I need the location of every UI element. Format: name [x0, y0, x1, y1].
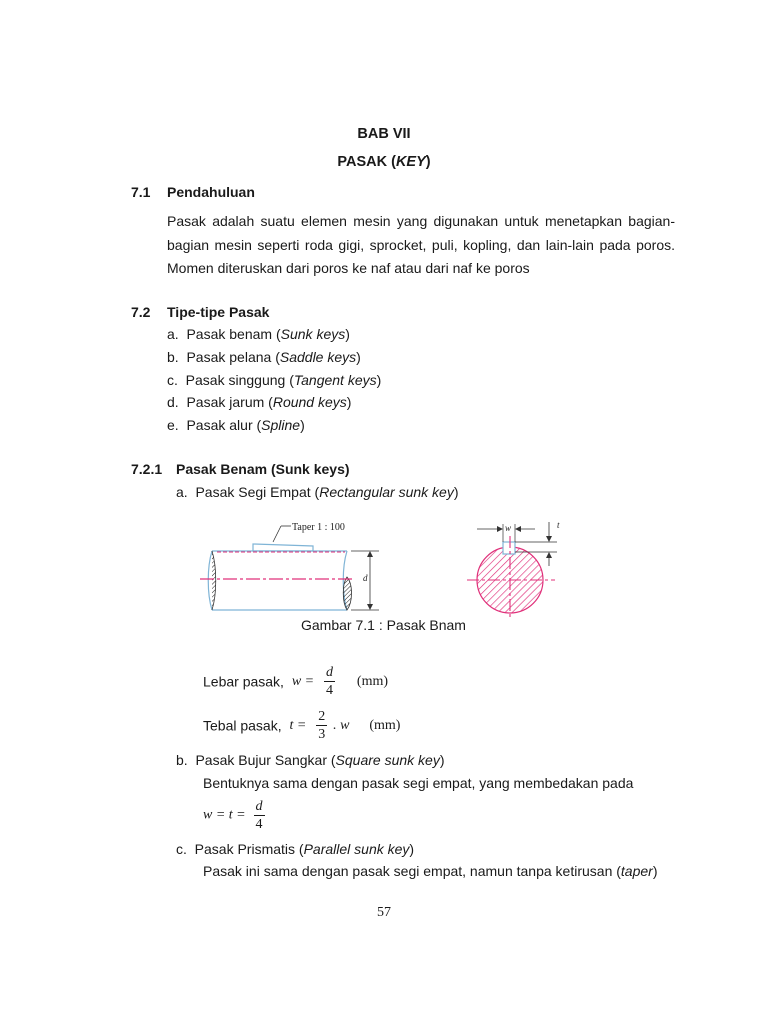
list-item-end: )	[376, 372, 382, 388]
subitem-text: Pasak Prismatis (	[194, 841, 304, 857]
formula-lebar-unit: (mm)	[356, 673, 389, 689]
fraction-denominator: 4	[326, 683, 334, 698]
w-label: w	[505, 523, 512, 533]
list-item-letter: c.	[167, 372, 178, 388]
section-7-1-heading: Pendahuluan	[167, 184, 255, 200]
shaft-side-view	[200, 522, 379, 610]
subitem-letter: a.	[176, 484, 188, 500]
list-item-text: Pasak alur (	[186, 417, 262, 433]
chapter-label: BAB VII	[357, 126, 411, 142]
subitem-letter: c.	[176, 841, 187, 857]
subitem-c-desc-end: )	[652, 863, 658, 879]
section-7-1-paragraph: Pasak adalah suatu elemen mesin yang digunakan untuk menetapkan bagian-bagian mesin seperti roda gigi, sprocket, puli, kopling, dan lain-lain pada poros. Momen diteruskan dari poros ke naf atau dari naf ke poros	[167, 213, 675, 276]
list-item-end: )	[346, 394, 352, 410]
section-7-2-number: 7.2	[131, 304, 151, 320]
section-7-2-heading: Tipe-tipe Pasak	[167, 304, 270, 320]
formula-tebal	[203, 708, 400, 743]
list-item-text: Pasak singgung (	[185, 372, 294, 388]
chapter-title-end: )	[425, 154, 431, 170]
subitem-c-desc-text: Pasak ini sama dengan pasak segi empat, namun tanpa ketirusan (	[203, 863, 621, 879]
list-item-text: Pasak jarum (	[186, 394, 273, 410]
t-label: t	[557, 520, 560, 530]
list-item-end: )	[356, 349, 361, 365]
list-item	[167, 416, 305, 434]
subitem-c-desc-italic: taper	[620, 863, 653, 879]
list-item-end: )	[345, 326, 350, 342]
taper-label: Taper 1 : 100	[292, 522, 345, 533]
list-item-italic: Tangent keys	[293, 372, 377, 388]
list-item-letter: b.	[167, 349, 179, 365]
formula-lebar-lhs: w =	[291, 673, 315, 689]
subitem-italic: Rectangular sunk key	[319, 484, 454, 500]
subitem-letter: b.	[176, 752, 188, 768]
fraction-2-over-3	[316, 708, 327, 743]
fraction-d-over-4	[324, 664, 335, 699]
subitem-c-description	[203, 862, 658, 880]
list-item-letter: a.	[167, 326, 179, 342]
section-7-1-number: 7.1	[131, 184, 151, 200]
list-item-italic: Sunk keys	[280, 326, 346, 342]
subitem-c	[176, 840, 414, 858]
subitem-italic: Parallel sunk key	[303, 841, 410, 857]
fraction-denominator: 3	[318, 727, 326, 742]
list-item	[167, 325, 350, 343]
list-item-text: Pasak benam (	[186, 326, 281, 342]
list-item-letter: e.	[167, 417, 179, 433]
formula-tebal-label: Tebal pasak,	[203, 717, 282, 734]
subitem-end: )	[453, 484, 459, 500]
fraction-d-over-4	[254, 798, 265, 833]
figure-pasak-benam	[195, 512, 575, 618]
fraction-numerator: d	[326, 665, 334, 680]
list-item-letter: d.	[167, 394, 179, 410]
section-7-2-1-number: 7.2.1	[131, 461, 163, 477]
chapter-title	[0, 154, 768, 170]
formula-lebar-label: Lebar pasak,	[203, 673, 284, 690]
chapter-title-italic: KEY	[395, 154, 426, 170]
formula-tebal-rhs: . w	[333, 717, 350, 733]
shaft-cross-section	[467, 520, 560, 618]
figure-caption: Gambar 7.1 : Pasak Bnam	[301, 617, 466, 633]
list-item-end: )	[300, 417, 305, 433]
subitem-end: )	[409, 841, 415, 857]
subitem-italic: Square sunk key	[335, 752, 440, 768]
subitem-text: Pasak Segi Empat (	[195, 484, 320, 500]
formula-square	[203, 798, 265, 833]
list-item	[167, 348, 361, 366]
fraction-denominator: 4	[255, 817, 263, 832]
formula-tebal-unit: (mm)	[369, 717, 401, 733]
subitem-a	[176, 483, 459, 501]
list-item-italic: Spline	[261, 417, 301, 433]
chapter-title-main: PASAK (	[337, 154, 396, 170]
section-7-2-1-heading: Pasak Benam (Sunk keys)	[176, 461, 350, 477]
fraction-numerator: d	[255, 799, 263, 814]
subitem-text: Pasak Bujur Sangkar (	[195, 752, 336, 768]
subitem-b-description: Bentuknya sama dengan pasak segi empat, yang membedakan pada	[203, 775, 634, 791]
d-label: d	[363, 573, 368, 583]
list-item-italic: Round keys	[272, 394, 347, 410]
list-item	[167, 393, 351, 411]
formula-tebal-lhs: t =	[289, 717, 307, 733]
list-item-text: Pasak pelana (	[186, 349, 280, 365]
formula-square-lhs: w = t =	[203, 807, 246, 823]
list-item-italic: Saddle keys	[279, 349, 357, 365]
list-item	[167, 371, 381, 389]
page-number: 57	[377, 905, 391, 920]
formula-lebar	[203, 664, 388, 699]
subitem-end: )	[439, 752, 445, 768]
subitem-b	[176, 751, 445, 769]
fraction-numerator: 2	[318, 709, 326, 724]
